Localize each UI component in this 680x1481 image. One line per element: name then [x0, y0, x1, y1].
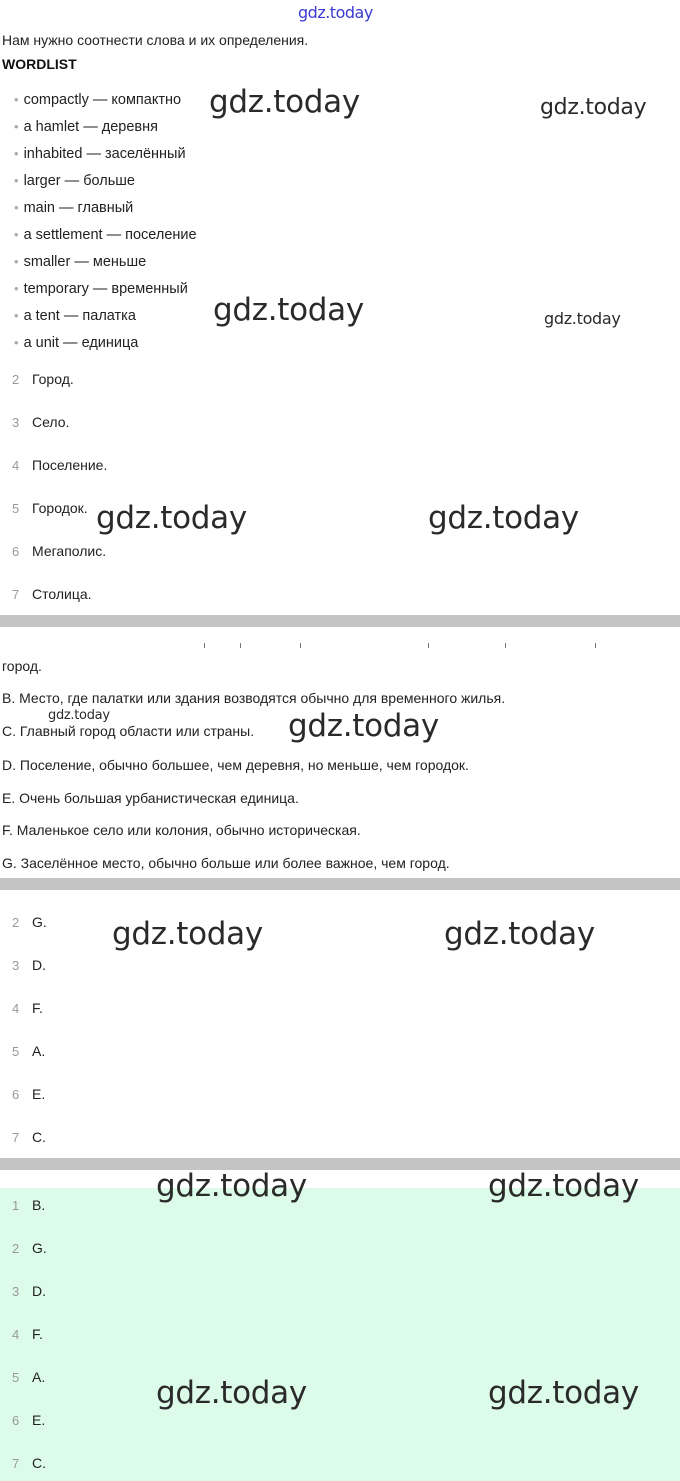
- answer-item: 3 D.: [12, 1283, 46, 1299]
- answer-item: 5 A.: [12, 1369, 46, 1385]
- bullet-icon: •: [14, 308, 19, 323]
- answer-item: 6 E.: [12, 1412, 46, 1428]
- bullet-icon: •: [14, 200, 19, 215]
- definition-item: город.: [2, 658, 42, 674]
- answer-item: 4 F.: [12, 1326, 43, 1342]
- wordlist-item: • inhabited — заселённый: [14, 146, 186, 162]
- term-item: 2 Город.: [12, 371, 74, 387]
- answer-panel: [0, 1188, 680, 1481]
- answer-item: 3 D.: [12, 957, 46, 973]
- answer-item: 5 A.: [12, 1043, 46, 1059]
- answer-item: 7 C.: [12, 1455, 46, 1471]
- answer-item: 2 G.: [12, 914, 47, 930]
- term-item: 3 Село.: [12, 414, 70, 430]
- watermark: gdz.today: [112, 916, 263, 952]
- bullet-icon: •: [14, 227, 19, 242]
- definition-item: C. Главный город области или страны.: [2, 723, 255, 739]
- watermark: gdz.today: [544, 309, 621, 328]
- wordlist-item: • larger — больше: [14, 173, 135, 189]
- intro-text: Нам нужно соотнести слова и их определения.: [2, 32, 309, 48]
- watermark: gdz.today: [213, 292, 364, 328]
- answer-item: 4 F.: [12, 1000, 43, 1016]
- wordlist-item: • a unit — единица: [14, 335, 139, 351]
- section-divider: [0, 615, 680, 627]
- answer-item: 1 B.: [12, 1197, 46, 1213]
- watermark: gdz.today: [288, 708, 439, 744]
- watermark: gdz.today: [209, 84, 360, 120]
- watermark: gdz.today: [444, 916, 595, 952]
- section-divider: [0, 878, 680, 890]
- site-logo[interactable]: gdz.today: [298, 3, 373, 22]
- bullet-icon: •: [14, 173, 19, 188]
- cropped-text-remnant: [200, 643, 600, 649]
- wordlist-item: • compactly — компактно: [14, 92, 182, 108]
- answer-item: 2 G.: [12, 1240, 47, 1256]
- bullet-icon: •: [14, 335, 19, 350]
- definition-item: D. Поселение, обычно большее, чем деревня, но меньше, чем городок.: [2, 757, 469, 773]
- bullet-icon: •: [14, 119, 19, 134]
- watermark: gdz.today: [540, 95, 647, 120]
- definition-item: F. Маленькое село или колония, обычно историческая.: [2, 822, 361, 838]
- definition-item: G. Заселённое место, обычно больше или более важное, чем город.: [2, 855, 450, 871]
- definition-item: B. Место, где палатки или здания возводятся обычно для временного жилья.: [2, 690, 506, 706]
- term-item: 6 Мегаполис.: [12, 543, 107, 559]
- term-item: 7 Столица.: [12, 586, 92, 602]
- bullet-icon: •: [14, 281, 19, 296]
- bullet-icon: •: [14, 254, 19, 269]
- definition-item: E. Очень большая урбанистическая единица.: [2, 790, 299, 806]
- watermark: gdz.today: [488, 1168, 639, 1204]
- watermark: gdz.today: [488, 1375, 639, 1411]
- wordlist-item: • a settlement — поселение: [14, 227, 197, 243]
- wordlist-item: • main — главный: [14, 200, 134, 216]
- bullet-icon: •: [14, 146, 19, 161]
- answer-item: 7 C.: [12, 1129, 46, 1145]
- term-item: 5 Городок.: [12, 500, 88, 516]
- term-item: 4 Поселение.: [12, 457, 108, 473]
- answer-item: 6 E.: [12, 1086, 46, 1102]
- watermark: gdz.today: [96, 500, 247, 536]
- wordlist-item: • a tent — палатка: [14, 308, 136, 324]
- watermark: gdz.today: [48, 708, 110, 723]
- wordlist-heading: WORDLIST: [2, 56, 77, 72]
- bullet-icon: •: [14, 92, 19, 107]
- wordlist-item: • smaller — меньше: [14, 254, 147, 270]
- wordlist-item: • temporary — временный: [14, 281, 188, 297]
- watermark: gdz.today: [156, 1375, 307, 1411]
- watermark: gdz.today: [156, 1168, 307, 1204]
- wordlist-item: • a hamlet — деревня: [14, 119, 158, 135]
- watermark: gdz.today: [428, 500, 579, 536]
